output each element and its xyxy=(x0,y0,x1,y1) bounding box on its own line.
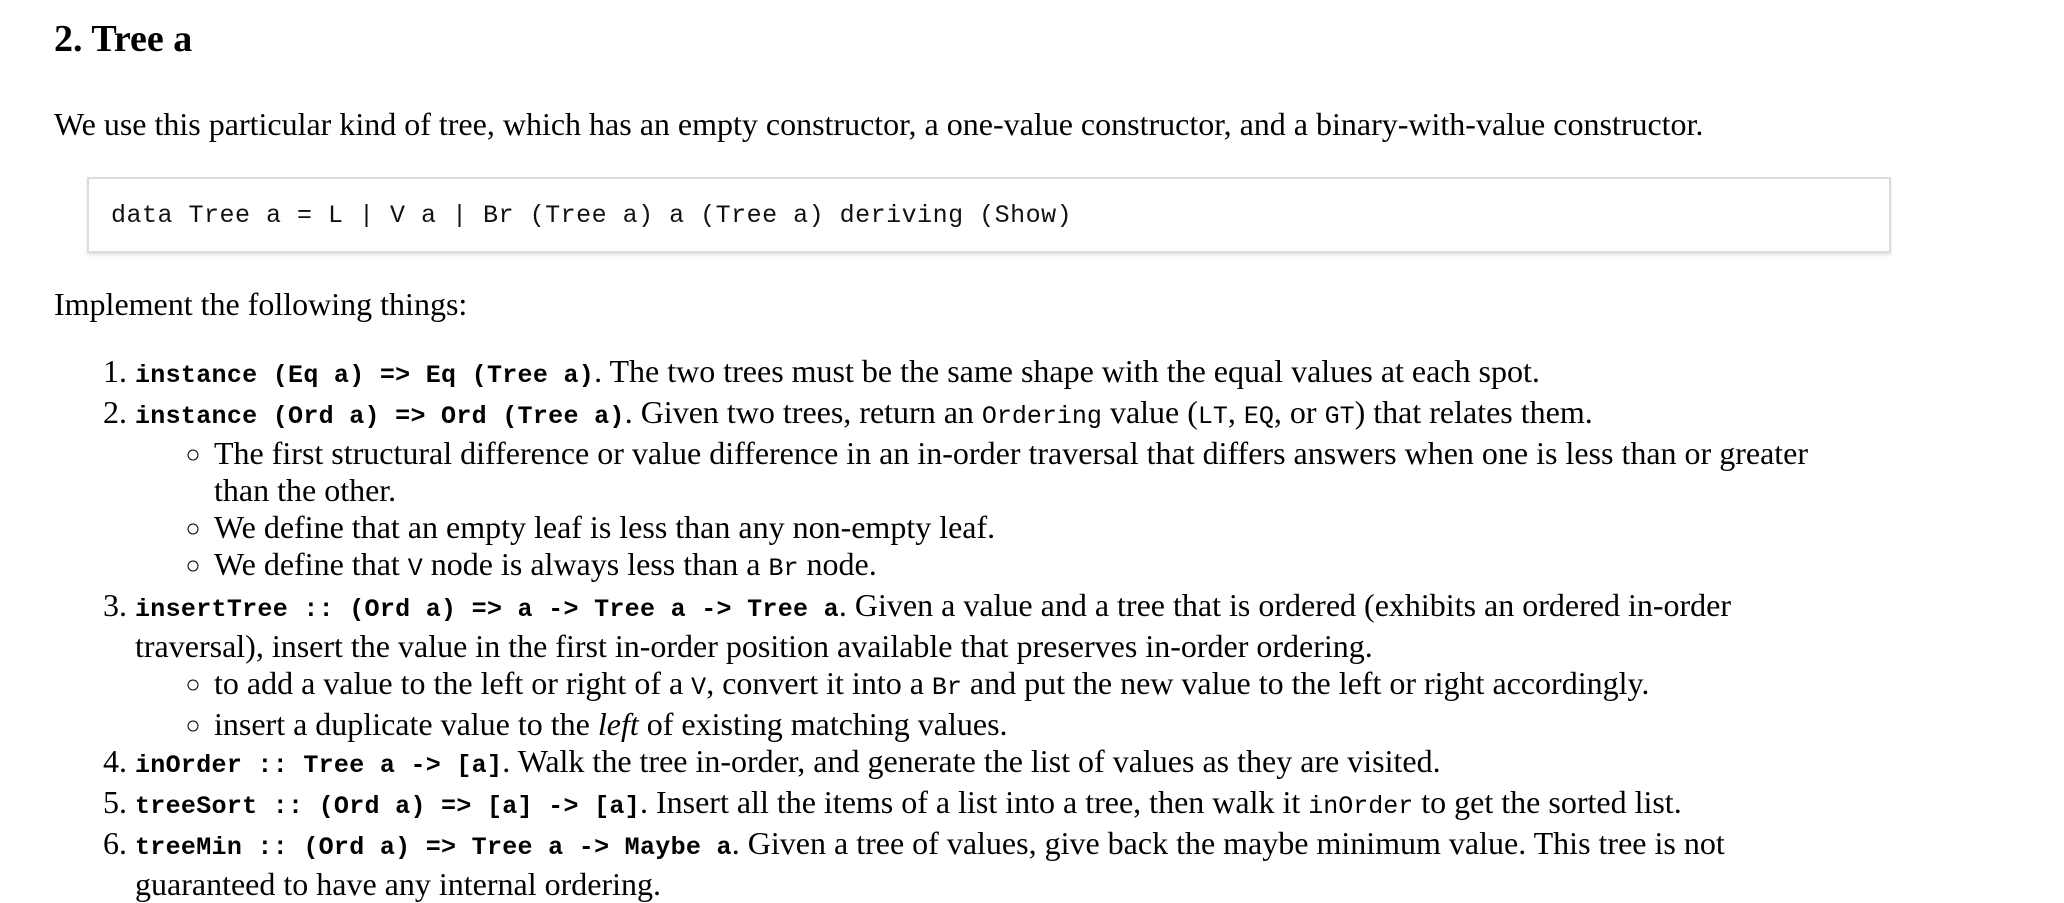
code-block xyxy=(87,177,1891,253)
sub-list xyxy=(135,665,1835,743)
task-text: , or xyxy=(1273,394,1325,430)
task-signature: instance (Ord a) => Ord (Tree a) xyxy=(135,402,625,431)
task-signature: treeMin :: (Ord a) => Tree a -> Maybe a xyxy=(135,833,732,862)
task-text: . Insert all the items of a list into a tree, then walk it xyxy=(639,784,1309,820)
inline-code: inOrder xyxy=(1308,792,1414,821)
inline-code: V xyxy=(691,673,707,702)
task-item-treesort xyxy=(135,784,1835,825)
task-item-eq xyxy=(135,353,1835,394)
emphasis-text: left xyxy=(597,706,639,742)
sub-list-item xyxy=(214,546,1835,587)
sub-text: and put the new value to the left or right accordingly. xyxy=(961,665,1650,701)
task-item-inserttree xyxy=(135,587,1835,743)
sub-list-item: ◦ We define that an empty leaf is less than any non-empty leaf. xyxy=(214,509,1835,546)
task-signature: insertTree :: (Ord a) => a -> Tree a -> Tree a xyxy=(135,595,839,624)
inline-code: Ordering xyxy=(981,402,1102,431)
task-text: . Given a value and a tree that is ordered (exhibits an ordered in-order traversal), insert the value in the first in-order position available that preserves in-order ordering. xyxy=(135,587,1731,664)
task-text: . The two trees must be the same shape with the equal values at each spot. xyxy=(594,353,1540,389)
task-signature: treeSort :: (Ord a) => [a] -> [a] xyxy=(135,792,640,821)
sub-list xyxy=(135,435,1835,587)
section-heading: 2. Tree a xyxy=(54,18,193,60)
inline-code: Br xyxy=(931,673,962,702)
task-text: . Walk the tree in-order, and generate the list of values as they are visited. xyxy=(502,743,1441,779)
task-text: value ( xyxy=(1101,394,1198,430)
inline-code: EQ xyxy=(1243,402,1274,431)
task-text: , xyxy=(1227,394,1244,430)
inline-code: Br xyxy=(768,554,799,583)
inline-code: V xyxy=(407,554,423,583)
task-text: . Given a tree of values, give back the maybe minimum value. This tree is not guaranteed to have any internal ordering. xyxy=(135,825,1725,902)
task-text: ) that relates them. xyxy=(1354,394,1593,430)
task-text: . Given two trees, return an xyxy=(624,394,982,430)
code-block-text: data Tree a = L | V a | Br (Tree a) a (Tree a) deriving (Show) xyxy=(111,200,1073,230)
task-signature: inOrder :: Tree a -> [a] xyxy=(135,751,503,780)
task-text: to get the sorted list. xyxy=(1413,784,1682,820)
sub-text: insert a duplicate value to the xyxy=(214,706,598,742)
inline-code: LT xyxy=(1197,402,1228,431)
task-item-ord xyxy=(135,394,1835,587)
task-item-inorder xyxy=(135,743,1835,784)
task-signature: instance (Eq a) => Eq (Tree a) xyxy=(135,361,595,390)
sub-text: to add a value to the left or right of a xyxy=(214,665,692,701)
task-list xyxy=(54,353,1835,903)
task-item-treemin xyxy=(135,825,1835,903)
sub-text: node is always less than a xyxy=(422,546,769,582)
sub-text: , convert it into a xyxy=(706,665,932,701)
inline-code: GT xyxy=(1324,402,1355,431)
sub-text: We define that xyxy=(214,546,408,582)
sub-list-item: ◦ The first structural difference or value difference in an in-order traversal that differs answers when one is less than or greater than the other. xyxy=(214,435,1835,509)
sub-text: node. xyxy=(798,546,877,582)
intro-paragraph: We use this particular kind of tree, which has an empty constructor, a one-value constructor, and a binary-with-value constructor. xyxy=(54,106,1704,142)
sub-list-item xyxy=(214,706,1835,743)
lead-paragraph: Implement the following things: xyxy=(54,286,468,322)
sub-text: of existing matching values. xyxy=(638,706,1008,742)
sub-list-item xyxy=(214,665,1835,706)
